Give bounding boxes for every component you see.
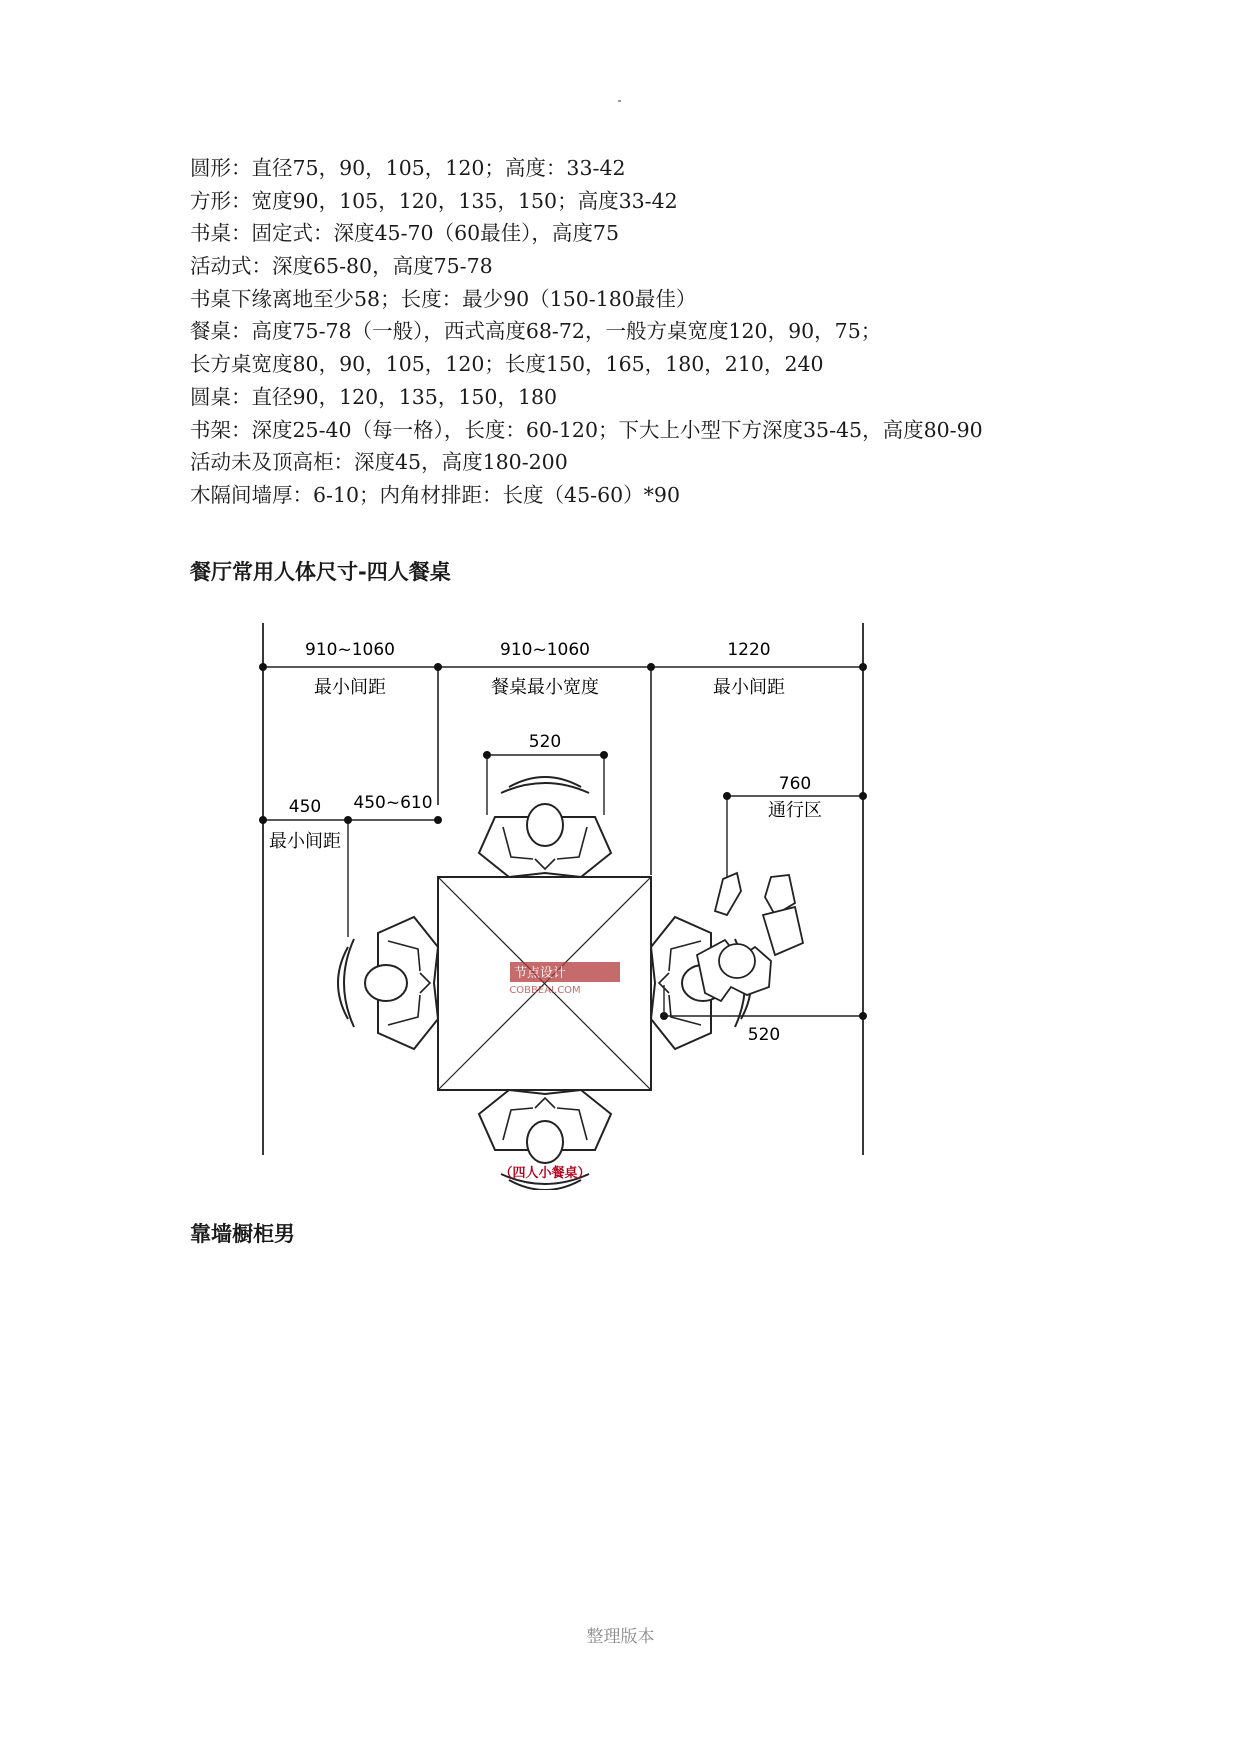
spec-line: 圆形：直径75，90，105，120；高度：33-42 bbox=[190, 156, 626, 180]
svg-text:节点设计: 节点设计 bbox=[513, 966, 567, 981]
four-person-table-diagram bbox=[255, 615, 895, 1190]
spec-line: 圆桌：直径90，120，135，150，180 bbox=[190, 384, 558, 409]
diagram-label: 最小间距 bbox=[269, 831, 341, 852]
spec-line: 活动式：深度65-80，高度75-78 bbox=[190, 254, 493, 279]
dim-label: 520 bbox=[747, 1025, 781, 1045]
diagram-label: 最小间距 bbox=[713, 677, 785, 698]
diner-top bbox=[479, 777, 611, 877]
page-footer: 整理版本 bbox=[586, 1627, 655, 1647]
spec-line: 书架：深度25-40（每一格），长度：60-120；下大上小型下方深度35-45，高度80-90 bbox=[190, 417, 983, 442]
dim-label: 910~1060 bbox=[305, 640, 395, 660]
spec-line: 餐桌：高度75-78（一般），西式高度68-72，一般方桌宽度120，90，75； bbox=[190, 319, 882, 344]
dim-label: 450~610 bbox=[353, 793, 433, 813]
dim-label: 760 bbox=[778, 774, 812, 794]
svg-text:COBBEAI.COM: COBBEAI.COM bbox=[509, 985, 581, 996]
spec-line: 木隔间墙厚：6-10；内角材排距：长度（45-60）*90 bbox=[190, 482, 680, 507]
section-title-dining: 餐厅常用人体尺寸-四人餐桌 bbox=[190, 560, 451, 584]
dim-label: 450 bbox=[288, 797, 322, 817]
diagram-label: 餐桌最小宽度 bbox=[491, 677, 599, 698]
spec-line: 书桌：固定式：深度45-70（60最佳），高度75 bbox=[190, 221, 620, 246]
diagram-caption: （四人小餐桌） bbox=[499, 1166, 591, 1181]
dim-label: 520 bbox=[528, 732, 562, 752]
page-marker bbox=[618, 100, 621, 102]
dim-label: 910~1060 bbox=[500, 640, 590, 660]
diagram-label: 通行区 bbox=[768, 800, 822, 821]
section-title-wall-cabinet: 靠墙橱柜男 bbox=[190, 1222, 295, 1246]
spec-line: 长方桌宽度80，90，105，120；长度150，165，180，210，240 bbox=[190, 352, 824, 377]
spec-list bbox=[190, 152, 983, 512]
spec-line: 方形：宽度90，105，120，135，150；高度33-42 bbox=[190, 188, 678, 213]
spec-line: 活动未及顶高柜：深度45，高度180-200 bbox=[190, 450, 568, 475]
diagram-label: 最小间距 bbox=[314, 677, 386, 698]
spec-line: 书桌下缘离地至少58；长度：最少90（150-180最佳） bbox=[190, 286, 697, 311]
dim-label: 1220 bbox=[727, 640, 771, 660]
passing-person bbox=[697, 873, 803, 1001]
diner-left bbox=[338, 917, 438, 1049]
